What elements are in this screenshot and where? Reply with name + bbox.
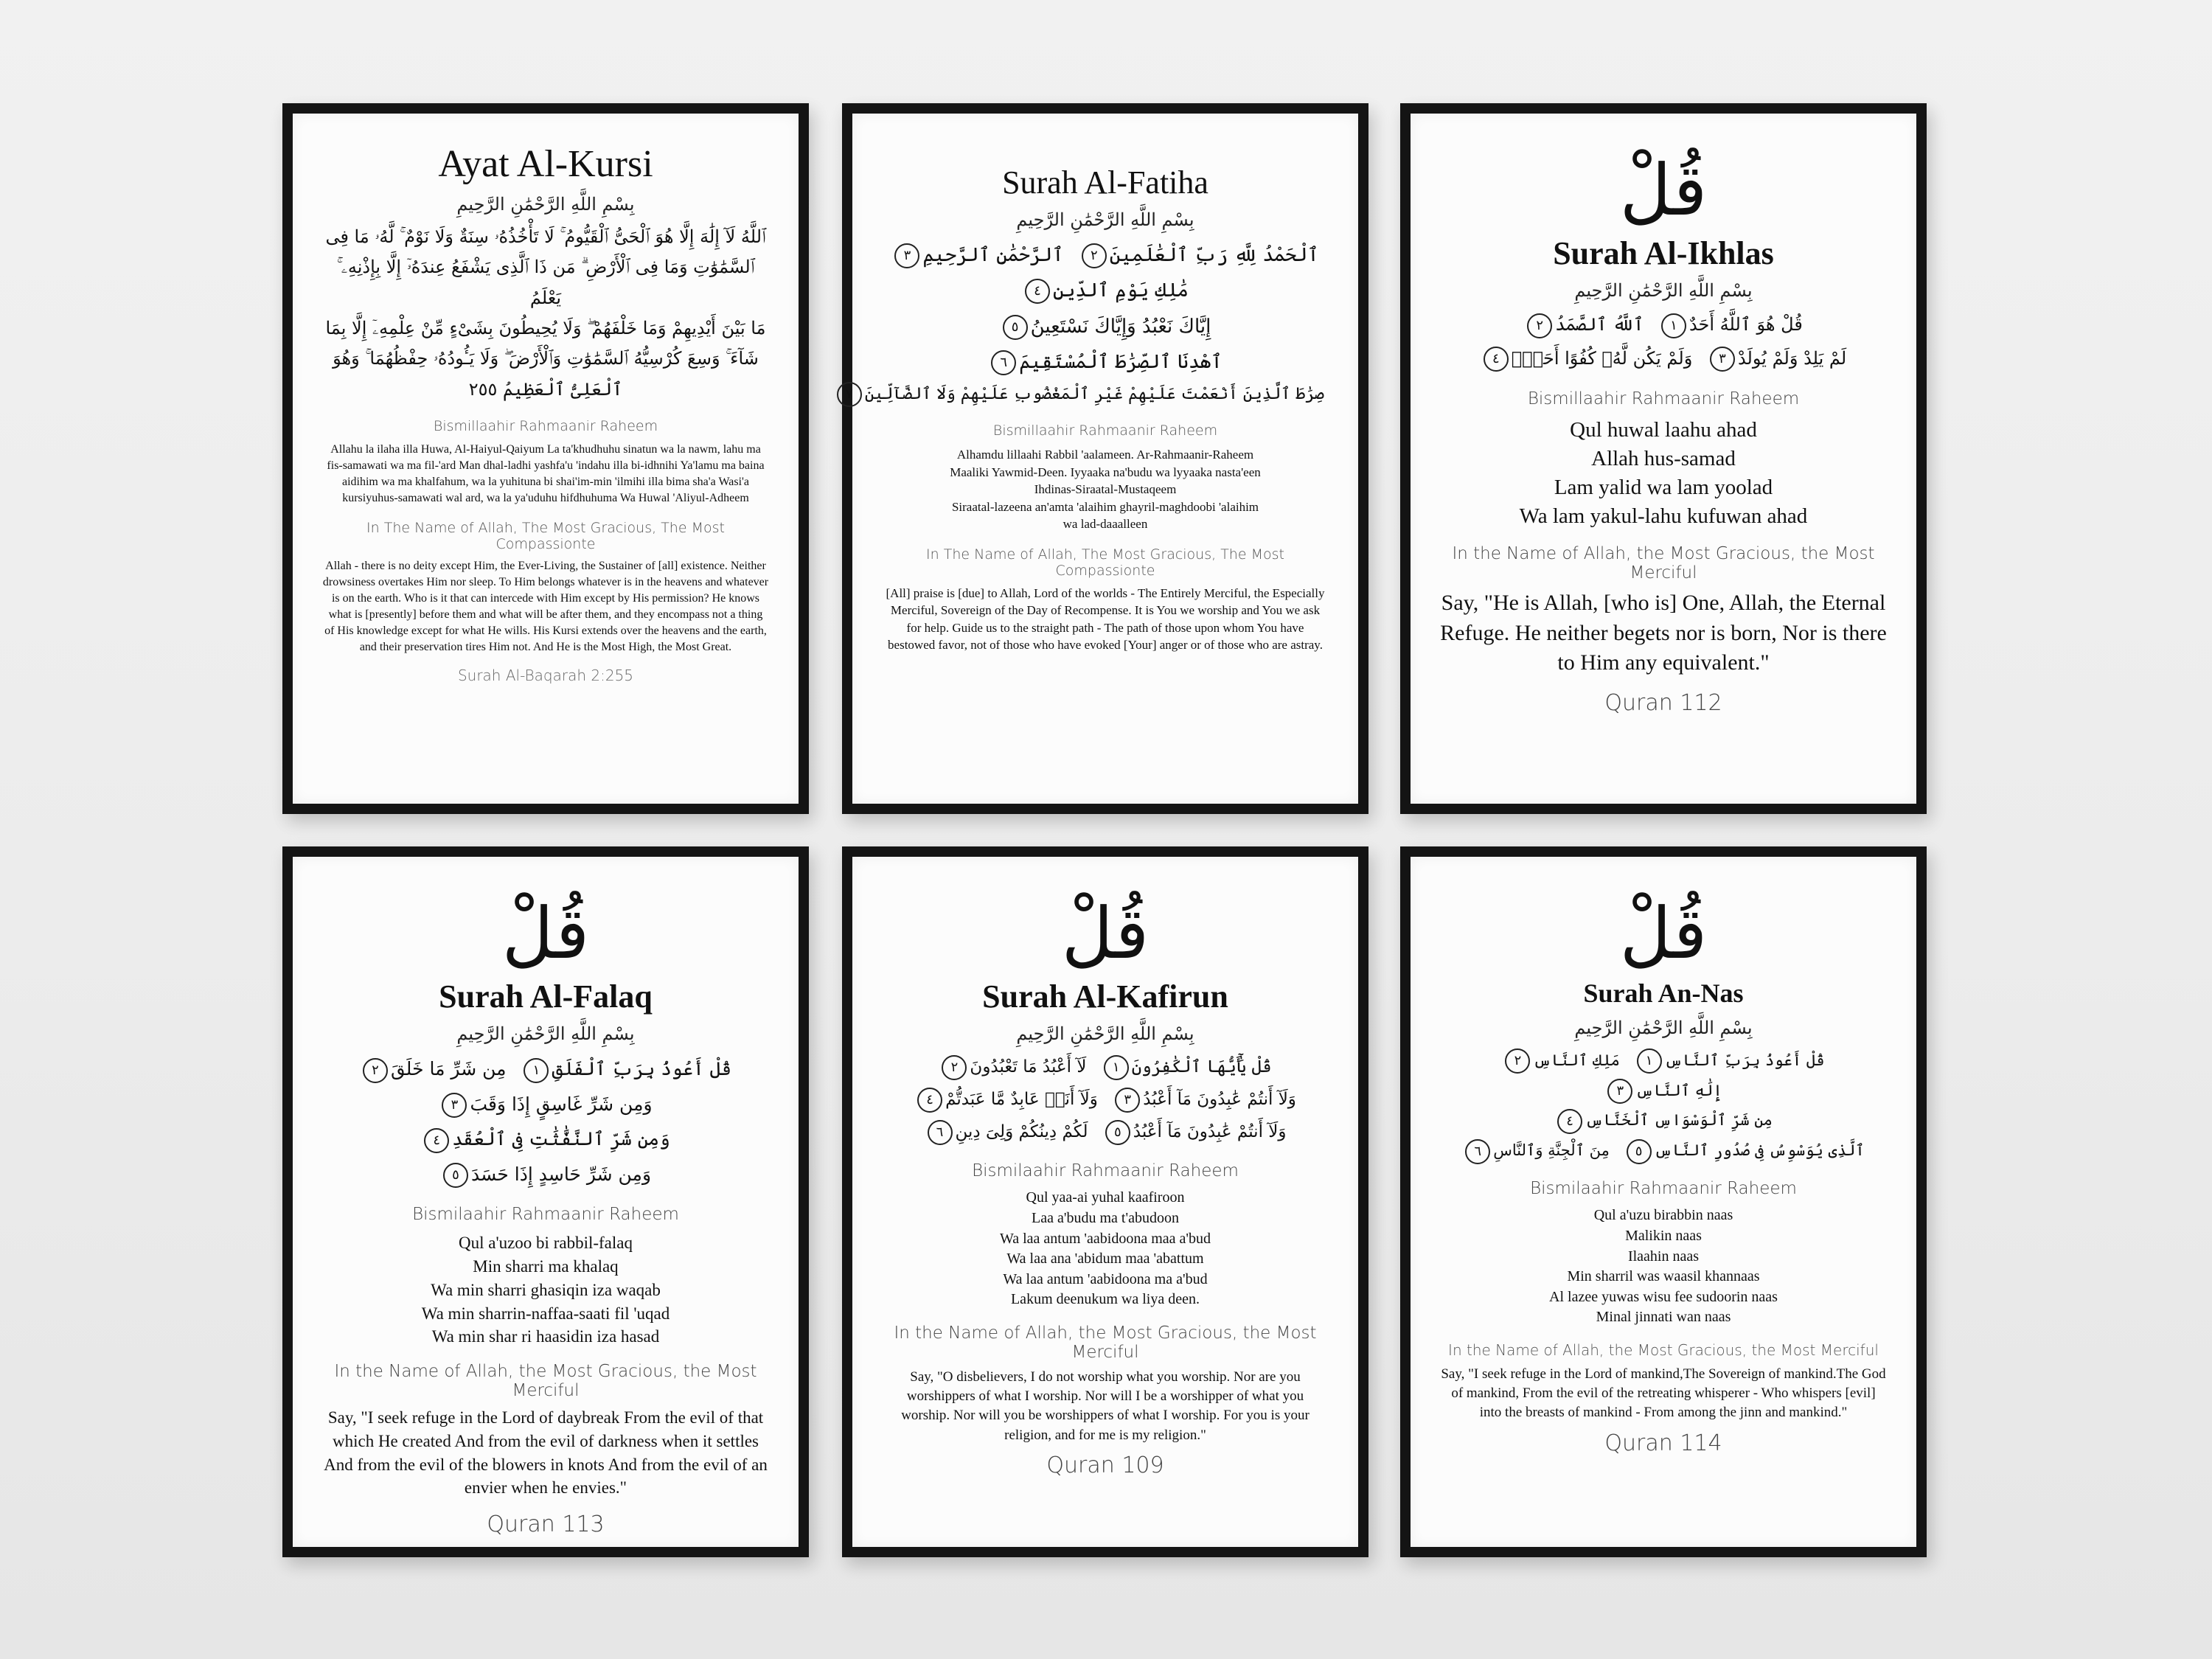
ayah-line	[1440, 1105, 1887, 1135]
ayah-number-icon: ٥	[1627, 1139, 1652, 1164]
ayah-line	[882, 309, 1329, 344]
transliteration-text: Qul yaa-ai yuhal kaafiroon Laa a'budu ma t'abudoon Wa laa antum 'aabidoona maa a'bud Wa laa ana 'abidum maa 'abattum Wa laa antum 'aabidoona ma a'bud Lakum deenukum wa liya deen.	[999, 1189, 1211, 1308]
ayah-number-icon: ٣	[1607, 1079, 1632, 1104]
surah-reference: Quran 109	[1046, 1452, 1164, 1478]
arabic-verses	[1440, 308, 1887, 375]
ayah: ٱهْدِنَا ٱلصِّرَٰطَ ٱلْمُسْتَقِيمَ٦	[984, 344, 1227, 380]
ayah: ٱلَّذِى يُوَسْوِسُ فِى صُدُورِ ٱلنَّاسِ٥	[1619, 1135, 1869, 1166]
qul-calligraphy: قُلْ	[1619, 892, 1708, 975]
poster-frame-al-falaq	[282, 846, 809, 1557]
ayah: قُلْ يَٰٓأَيُّهَا ٱلْكَٰفِرُونَ١	[1096, 1051, 1276, 1084]
ayah-number-icon: ٤	[1557, 1109, 1582, 1134]
ayah: مِنَ ٱلْجِنَّةِ وَٱلنَّاسِ٦	[1458, 1135, 1614, 1166]
ayah: لَآ أَعْبُدُ مَا تَعْبُدُونَ٢	[934, 1051, 1091, 1084]
poster-al-ikhlas	[1411, 114, 1916, 804]
ayah-number-icon: ٣	[894, 243, 919, 268]
surah-reference: Surah Al-Baqarah 2:255	[457, 666, 634, 684]
poster-title: Surah Al-Ikhlas	[1553, 235, 1774, 271]
arabic-verses	[322, 1051, 769, 1192]
transliteration-text: Qul huwal laahu ahad Allah hus-samad Lam yalid wa lam yoolad Wa lam yakul-lahu kufuwan ahad	[1519, 417, 1808, 528]
arabic-line: شَآءَ ۚ وَسِعَ كُرْسِيُّهُ ٱلسَّمَٰوَٰتِ وَٱلْأَرْضَ ۖ وَلَا يَـُٔودُهُۥ حِفْظُهُمَا ۚ وَهُوَ	[333, 348, 759, 369]
ayah-number-icon: ٤	[1025, 279, 1050, 304]
ayah: وَلَآ أَنتُمْ عَٰبِدُونَ مَآ أَعْبُدُ٣	[1107, 1084, 1301, 1116]
ayah: وَمِن شَرِّ حَاسِدٍ إِذَا حَسَدَ٥	[436, 1157, 655, 1192]
ayah-number-icon: ٢	[1082, 243, 1107, 268]
ayah: وَلَمْ يَكُن لَّهُۥ كُفُوًا أَحَدٌۢ٤	[1476, 342, 1697, 376]
transliteration-text: Allahu la ilaha illa Huwa, Al-Haiyul-Qaiyum La ta'khudhuhu sinatun wa la nawm, lahu ma fis-samawati wa ma fil-'ard Man dhal-ladhi yashfa'u 'indahu illa bi-idhnihi Ya'lamu ma baina aidihim wa ma khalfahum, wa la yuhituna bi shai'im-min 'ilmihi illa bima sha'a Wasi'a kursiyuhus-samawati wal ard, wa la ya'uduhu hifdhuhuma Wa Huwal 'Aliyul-Adheem	[327, 442, 765, 505]
surah-reference: Quran 114	[1604, 1430, 1722, 1456]
poster-title: Surah Al-Falaq	[439, 978, 653, 1015]
bismillah-arabic: بِسْمِ اللَّهِ الرَّحْمَٰنِ الرَّحِيمِ	[1574, 280, 1753, 302]
arabic-line: ٱلْعَلِىُّ ٱلْعَظِيمُ ٢٥٥	[468, 378, 623, 400]
ayah-number-icon: ١	[1661, 313, 1686, 338]
bismillah-translation-label: In The Name of Allah, The Most Gracious, The Most Compassionte	[926, 546, 1284, 579]
translation-text: Allah - there is no deity except Him, the Ever-Living, the Sustainer of [all] existence. Neither drowsiness overtakes Him nor sleep. To Him belongs whatever is in the heavens and whatever is on the earth. Who is it that can intercede with Him except by His permission? He knows what is [presently] before them and what will be after them, and they encompass not a thing of His knowledge except for what He wills. His Kursi extends over the heavens and the earth, and their preservation tires Him not. And He is the Most High, the Most Great.	[322, 560, 769, 654]
poster-title: Surah Al-Fatiha	[1002, 164, 1208, 201]
ayah-number-icon: ٤	[1484, 347, 1509, 372]
ayah: مَلِكِ ٱلنَّاسِ٢	[1498, 1046, 1624, 1076]
ayah-number-icon: ٦	[991, 350, 1016, 375]
ayah-number-icon: ١	[1637, 1048, 1662, 1074]
qul-calligraphy: قُلْ	[1619, 149, 1708, 232]
poster-al-kafirun	[852, 857, 1358, 1547]
ayah-number-icon: ٢	[363, 1058, 388, 1083]
ayah-number-icon: ٧	[837, 382, 862, 407]
ayah: وَلَآ أَنَا۠ عَابِدٌ مَّا عَبَدتُّمْ٤	[910, 1084, 1102, 1116]
ayah: وَمِن شَرِّ ٱلنَّفَّٰثَٰتِ فِى ٱلْعُقَدِ٤	[417, 1121, 674, 1157]
poster-title: Ayat Al-Kursi	[438, 143, 653, 185]
ayah-line	[882, 1084, 1329, 1116]
ayah: وَمِن شَرِّ غَاسِقٍ إِذَا وَقَبَ٣	[434, 1087, 656, 1122]
ayah-line	[322, 1051, 769, 1087]
ayah: لَمْ يَلِدْ وَلَمْ يُولَدْ٣	[1703, 342, 1851, 376]
surah-reference: Quran 113	[487, 1512, 605, 1537]
ayah-number-icon: ٢	[1527, 313, 1552, 338]
arabic-line: مَا بَيْنَ أَيْدِيهِمْ وَمَا خَلْفَهُمْ ۖ وَلَا يُحِيطُونَ بِشَىْءٍ مِّنْ عِلْمِهِۦٓ إِلَّا بِمَا	[325, 317, 766, 338]
poster-frame-ayat-al-kursi	[282, 103, 809, 814]
ayah: إِيَّاكَ نَعْبُدُ وَإِيَّاكَ نَسْتَعِينُ٥	[995, 309, 1216, 344]
ayah-line	[1440, 342, 1887, 376]
qul-calligraphy: قُلْ	[501, 892, 590, 975]
arabic-verses	[882, 1051, 1329, 1148]
ayah-line	[1440, 1135, 1887, 1166]
qul-calligraphy: قُلْ	[1061, 892, 1150, 975]
poster-frame-al-kafirun	[842, 846, 1368, 1557]
poster-frame-an-nas	[1400, 846, 1927, 1557]
arabic-verses	[846, 237, 1329, 409]
bismillah-arabic: بِسْمِ اللَّهِ الرَّحْمَٰنِ الرَّحِيمِ	[1016, 209, 1194, 231]
ayah: صِرَٰطَ ٱلَّذِينَ أَنْعَمْتَ عَلَيْهِمْ غَيْرِ ٱلْمَغْضُوبِ عَلَيْهِمْ وَلَا ٱلضَّآلِّينَ٧	[830, 380, 1329, 410]
ayah-line	[1440, 308, 1887, 342]
ayah-number-icon: ٣	[1115, 1088, 1140, 1113]
translation-text: Say, "O disbelievers, I do not worship what you worship. Nor are you worshippers of what I worship. Nor will I be a worshipper of what you worship. Nor will you be worshippers of what I worship. For you is your religion, and for me is my religion."	[901, 1369, 1310, 1443]
ayah: إِلَٰهِ ٱلنَّاسِ٣	[1600, 1076, 1726, 1106]
ayah-line	[882, 1051, 1329, 1084]
transliteration-text: Qul a'uzu birabbin naas Malikin naas Ilaahin naas Min sharril was waasil khannaas Al lazee yuwas wisu fee sudoorin naas Minal jinnati wan naas	[1549, 1207, 1778, 1326]
ayah-line	[322, 1087, 769, 1157]
ayah-line	[846, 380, 1329, 410]
ayah-number-icon: ٢	[1505, 1048, 1530, 1074]
bismillah-transliteration-label: Bismillaahir Rahmaanir Raheem	[433, 417, 658, 434]
ayah-number-icon: ٣	[442, 1093, 467, 1118]
poster-ayat-al-kursi	[293, 114, 799, 804]
ayah: قُلْ هُوَ ٱللَّهُ أَحَدٌ١	[1654, 308, 1807, 342]
ayah-number-icon: ٦	[928, 1120, 953, 1145]
ayah: مِن شَرِّ ٱلْوَسْوَاسِ ٱلْخَنَّاسِ٤	[1550, 1105, 1777, 1135]
transliteration-text: Qul a'uzoo bi rabbil-falaq Min sharri ma khalaq Wa min sharri ghasiqin iza waqab Wa min sharrin-naffaa-saati fil 'uqad Wa min shar ri haasidin iza hasad	[421, 1234, 670, 1346]
ayah: ٱلْحَمْدُ لِلَّهِ رَبِّ ٱلْعَٰلَمِينَ٢	[1074, 237, 1324, 273]
ayah-line	[882, 344, 1329, 380]
translation-text: Say, "I seek refuge in the Lord of mankind,The Sovereign of mankind.The God of mankind, From the evil of the retreating whisperer - Who whispers [evil] into the breasts of mankind - From among the jinn and mankind."	[1441, 1366, 1886, 1421]
translation-text: Say, "I seek refuge in the Lord of daybreak From the evil of that which He created And from the evil of darkness when it settles And from the evil of the blowers in knots And from the evil of an envier when he envies."	[324, 1408, 768, 1498]
bismillah-translation-label: In the Name of Allah, the Most Gracious, the Most Merciful	[894, 1324, 1317, 1363]
bismillah-translation-label: In the Name of Allah, the Most Gracious, the Most Merciful	[1448, 1340, 1879, 1359]
ayah-line	[882, 237, 1329, 273]
ayah-number-icon: ٥	[1105, 1120, 1130, 1145]
bismillah-transliteration-label: Bismilaahir Rahmaanir Raheem	[972, 1161, 1239, 1181]
ayah: لَكُمْ دِينُكُمْ وَلِىَ دِينِ٦	[920, 1116, 1093, 1149]
ayah: قُلْ أَعُوذُ بِرَبِّ ٱلنَّاسِ١	[1630, 1046, 1829, 1076]
ayah-line	[1440, 1046, 1887, 1106]
ayah: ٱلرَّحْمَٰنِ ٱلرَّحِيمِ٣	[887, 237, 1068, 273]
arabic-line: ٱللَّهُ لَآ إِلَٰهَ إِلَّا هُوَ ٱلْحَىُّ ٱلْقَيُّومُ ۚ لَا تَأْخُذُهُۥ سِنَةٌ وَلَا نَوْمٌ ۚ لَّهُۥ مَا فِى	[325, 226, 766, 248]
ayah-line	[882, 1116, 1329, 1149]
bismillah-arabic: بِسْمِ اللَّهِ الرَّحْمَٰنِ الرَّحِيمِ	[1574, 1017, 1753, 1038]
ayah-number-icon: ٢	[942, 1055, 967, 1080]
poster-frame-al-fatiha	[842, 103, 1368, 814]
poster-al-falaq	[293, 857, 799, 1547]
bismillah-arabic: بِسْمِ اللَّهِ الرَّحْمَٰنِ الرَّحِيمِ	[456, 1023, 635, 1045]
poster-frame-al-ikhlas	[1400, 103, 1927, 814]
ayah-line	[322, 1157, 769, 1192]
arabic-verses	[1440, 1046, 1887, 1166]
poster-title: Surah Al-Kafirun	[982, 978, 1228, 1015]
ayah: مِن شَرِّ مَا خَلَقَ٢	[355, 1051, 511, 1087]
ayah-number-icon: ٥	[443, 1163, 468, 1188]
bismillah-translation-label: In The Name of Allah, The Most Gracious, The Most Compassionte	[366, 520, 725, 553]
ayah-number-icon: ١	[524, 1058, 549, 1083]
ayah-number-icon: ٦	[1465, 1139, 1490, 1164]
translation-text: [All] praise is [due] to Allah, Lord of the worlds - The Entirely Merciful, the Especially Merciful, Sovereign of the Day of Recompense. It is You we worship and You we ask for help. Guide us to the straight path - The path of those upon whom You have bestowed favor, not of those who have evoked [Your] anger or of those who are astray.	[886, 585, 1325, 653]
ayah-number-icon: ٣	[1710, 347, 1735, 372]
arabic-line: ٱلسَّمَٰوَٰتِ وَمَا فِى ٱلْأَرْضِ ۗ مَن ذَا ٱلَّذِى يَشْفَعُ عِندَهُۥٓ إِلَّا بِإِذْنِهِۦ ۚ يَعْلَمُ	[336, 257, 755, 308]
ayah: قُلْ أَعُوذُ بِرَبِّ ٱلْفَلَقِ١	[516, 1051, 736, 1087]
bismillah-transliteration-label: Bismillaahir Rahmaanir Raheem	[992, 422, 1218, 439]
bismillah-translation-label: In the Name of Allah, the Most Gracious, the Most Merciful	[334, 1362, 757, 1401]
ayah-number-icon: ٤	[917, 1088, 942, 1113]
ayah-number-icon: ٤	[424, 1128, 449, 1153]
surah-reference: Quran 112	[1604, 689, 1722, 716]
bismillah-arabic: بِسْمِ اللَّهِ الرَّحْمَٰنِ الرَّحِيمِ	[1016, 1023, 1194, 1045]
arabic-verses	[322, 222, 769, 405]
poster-al-fatiha	[846, 114, 1358, 804]
ayah-number-icon: ٥	[1003, 315, 1028, 340]
poster-an-nas	[1411, 857, 1916, 1547]
ayah-number-icon: ١	[1104, 1055, 1129, 1080]
ayah: وَلَآ أَنتُمْ عَٰبِدُونَ مَآ أَعْبُدُ٥	[1098, 1116, 1291, 1149]
ayah: ٱللَّهُ ٱلصَّمَدُ٢	[1520, 308, 1648, 342]
bismillah-transliteration-label: Bismilaahir Rahmaanir Raheem	[1530, 1179, 1797, 1199]
bismillah-transliteration-label: Bismilaahir Rahmaanir Raheem	[412, 1205, 679, 1225]
ayah-line	[882, 273, 1329, 308]
bismillah-arabic: بِسْمِ اللَّهِ الرَّحْمَٰنِ الرَّحِيمِ	[456, 194, 635, 215]
poster-title: Surah An-Nas	[1583, 978, 1744, 1008]
transliteration-text: Alhamdu lillaahi Rabbil 'aalameen. Ar-Rahmaanir-Raheem Maaliki Yawmid-Deen. Iyyaaka na'budu wa lyyaaka nasta'een Ihdinas-Siraatal-Mustaqeem Siraatal-lazeena an'amta 'alaihim ghayril-maghdoobi 'alaihim wa lad-daaalleen	[950, 448, 1261, 532]
bismillah-translation-label: In the Name of Allah, the Most Gracious, the Most Merciful	[1452, 544, 1875, 583]
translation-text: Say, "He is Allah, [who is] One, Allah, the Eternal Refuge. He neither begets nor is born, Nor is there to Him any equivalent."	[1440, 591, 1887, 675]
bismillah-transliteration-label: Bismillaahir Rahmaanir Raheem	[1527, 389, 1800, 408]
ayah: مَٰلِكِ يَوْمِ ٱلدِّينِ٤	[1018, 273, 1193, 308]
